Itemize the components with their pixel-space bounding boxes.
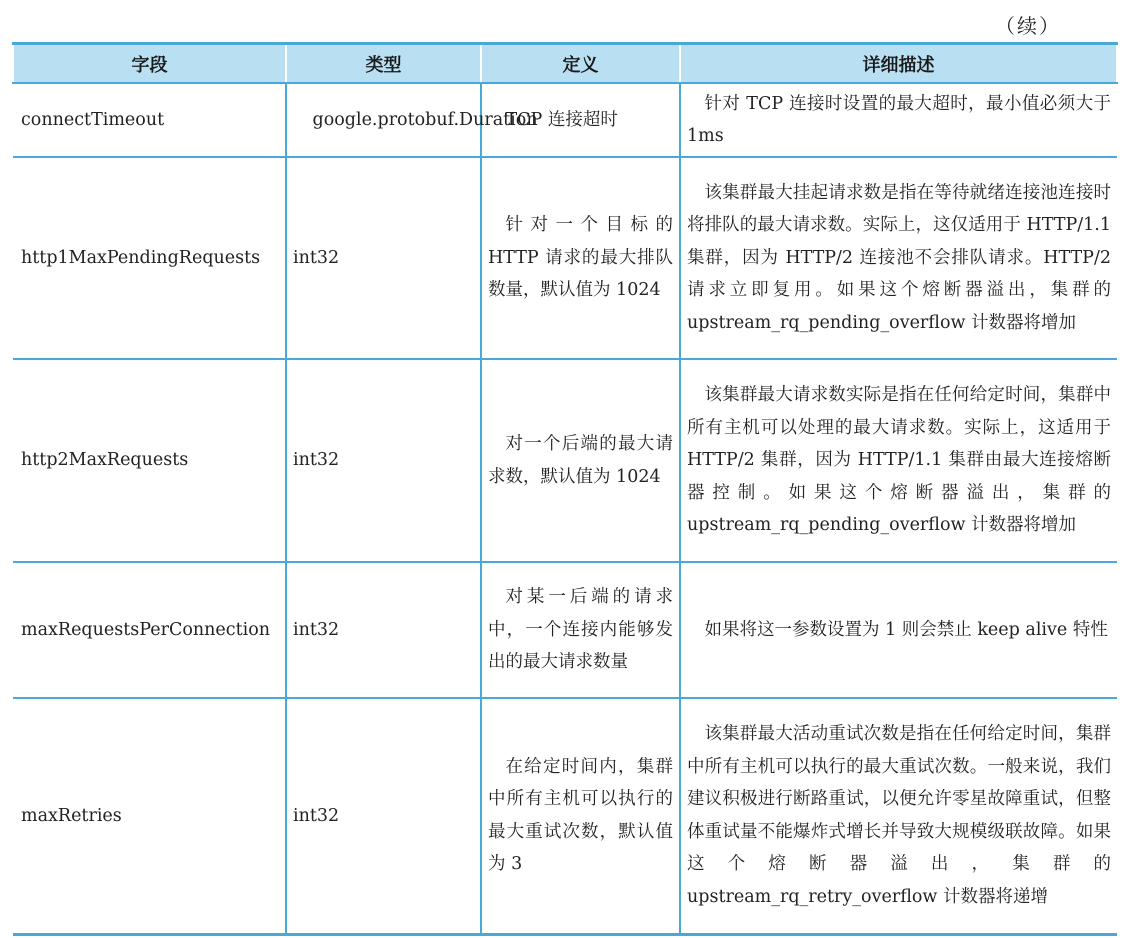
continued-label: （续） bbox=[995, 14, 1061, 38]
table-row bbox=[13, 698, 1117, 934]
definition-cell: 针对一个目标的 HTTP 请求的最大排队数量，默认值为 1024 bbox=[481, 157, 680, 359]
table-header-row bbox=[13, 44, 1117, 84]
type-cell: int32 bbox=[286, 562, 481, 698]
description-cell: 该集群最大挂起请求数是指在等待就绪连接池连接时将排队的最大请求数。实际上，这仅适用于 HTTP/1.1 集群，因为 HTTP/2 连接池不会排队请求。HTTP/2 请求立即复用。如果这个熔断器溢出，集群的 upstream_rq_pending_overflow 计数器将增加 bbox=[680, 157, 1117, 359]
table-row bbox=[13, 562, 1117, 698]
definition-cell: 在给定时间内，集群中所有主机可以执行的最大重试次数，默认值为 3 bbox=[481, 698, 680, 934]
header-field: 字段 bbox=[13, 44, 286, 84]
definition-cell: TCP 连接超时 bbox=[481, 83, 680, 157]
type-cell: int32 bbox=[286, 157, 481, 359]
table-row bbox=[13, 83, 1117, 157]
header-type: 类型 bbox=[286, 44, 481, 84]
definition-cell: 对一个后端的最大请求数，默认值为 1024 bbox=[481, 359, 680, 562]
description-cell: 该集群最大活动重试次数是指在任何给定时间，集群中所有主机可以执行的最大重试次数。一般来说，我们建议积极进行断路重试，以便允许零星故障重试，但整体重试量不能爆炸式增长并导致大规模级联故障。如果这个熔断器溢出，集群的 upstream_rq_retry_overflow 计数器将递增 bbox=[680, 698, 1117, 934]
table-row bbox=[13, 359, 1117, 562]
description-cell: 如果将这一参数设置为 1 则会禁止 keep alive 特性 bbox=[680, 562, 1117, 698]
type-cell: int32 bbox=[286, 698, 481, 934]
table-row bbox=[13, 157, 1117, 359]
field-cell: http1MaxPendingRequests bbox=[13, 157, 286, 359]
circuit-breaker-settings-table bbox=[12, 42, 1118, 936]
type-cell: int32 bbox=[286, 359, 481, 562]
definition-cell: 对某一后端的请求中，一个连接内能够发出的最大请求数量 bbox=[481, 562, 680, 698]
field-cell: http2MaxRequests bbox=[13, 359, 286, 562]
field-cell: maxRetries bbox=[13, 698, 286, 934]
field-cell: maxRequestsPerConnection bbox=[13, 562, 286, 698]
header-description: 详细描述 bbox=[680, 44, 1117, 84]
description-cell: 针对 TCP 连接时设置的最大超时，最小值必须大于 1ms bbox=[680, 83, 1117, 157]
header-definition: 定义 bbox=[481, 44, 680, 84]
description-cell: 该集群最大请求数实际是指在任何给定时间，集群中所有主机可以处理的最大请求数。实际上，这适用于 HTTP/2 集群，因为 HTTP/1.1 集群由最大连接熔断器控制。如果这个熔断器溢出，集群的 upstream_rq_pending_overflow 计数器将增加 bbox=[680, 359, 1117, 562]
field-cell: connectTimeout bbox=[13, 83, 286, 157]
type-cell: google.protobuf.Duration bbox=[286, 83, 481, 157]
